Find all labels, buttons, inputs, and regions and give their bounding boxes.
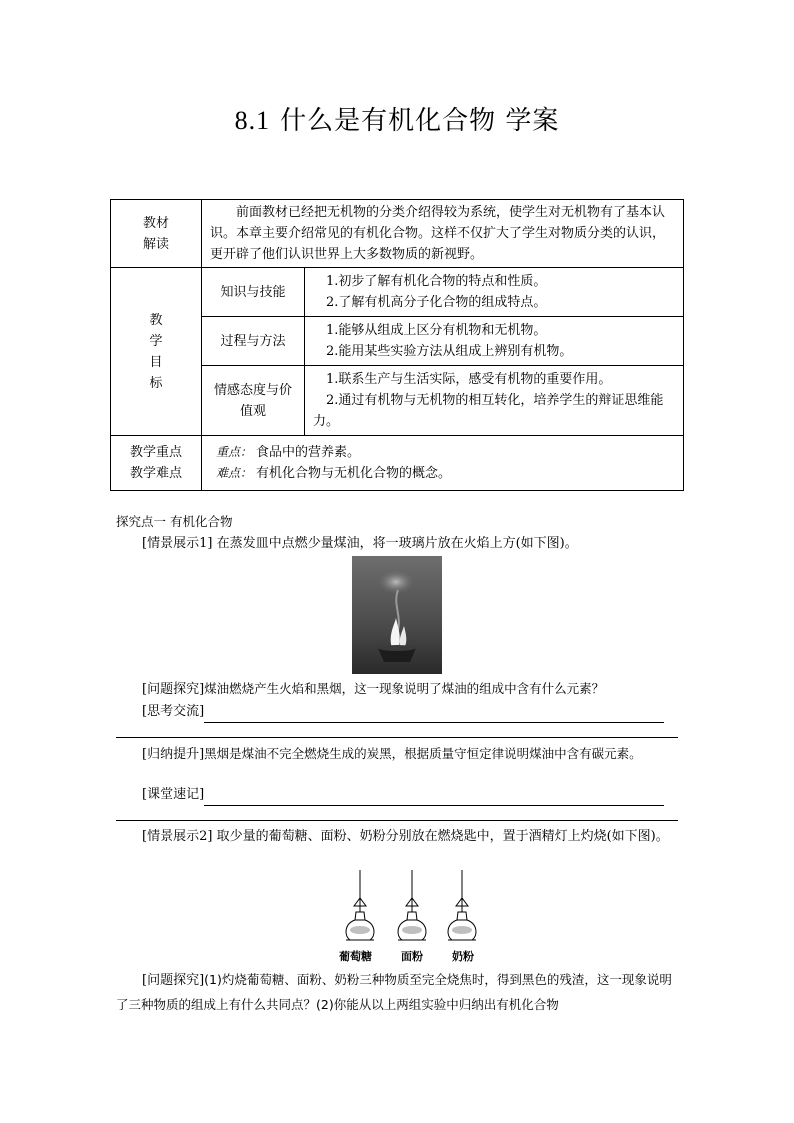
kerosene-burning-photo: [352, 556, 442, 674]
section-number: 8.1: [234, 106, 271, 135]
think-exchange-line: [116, 701, 678, 723]
textbook-label-cell: [111, 200, 202, 268]
difficulty-prefix: 难点：: [216, 466, 253, 480]
class-notes-line: [116, 784, 678, 806]
goal-item: 1.联系生产与生活实际，感受有机物的重要作用。: [326, 372, 612, 387]
goal-process-items: [305, 317, 684, 366]
question1-tag: [问题探究]: [142, 682, 205, 697]
goal-item: 2.能用某些实验方法从组成上辨别有机物。: [326, 344, 573, 359]
key-prefix: 重点：: [216, 445, 253, 459]
difficulty-text: 有机化合物与无机化合物的概念。: [256, 466, 452, 481]
section-heading: 探究点一 有机化合物: [116, 514, 233, 529]
lamp-label-glucose: 葡萄糖: [339, 950, 372, 963]
scene1-tag: [情景展示1]: [142, 536, 213, 551]
goal-emotion-label: [202, 366, 305, 436]
question2-tag: [问题探究]: [142, 973, 205, 988]
key-points-content: [202, 436, 684, 491]
textbook-label-2: 解读: [142, 236, 169, 252]
question2-paragraph: [116, 968, 678, 1018]
teaching-goals-label: [111, 268, 202, 436]
question1-text: 煤油燃烧产生火焰和黑烟，这一现象说明了煤油的组成中含有什么元素？: [204, 681, 605, 696]
summary-text: 黑烟是煤油不完全燃烧生成的炭黑，根据质量守恒定律说明煤油中含有碳元素。: [204, 746, 642, 761]
scene2-tag: [情景展示2]: [142, 829, 213, 844]
notes-blank[interactable]: [204, 791, 664, 806]
goal-char: 目: [149, 354, 163, 370]
title-text: 什么是有机化合物 学案: [280, 106, 560, 136]
goal-char: 学: [149, 333, 163, 349]
goal-item: 2.了解有机高分子化合物的组成特点。: [326, 295, 547, 310]
scene2-paragraph: [116, 826, 678, 848]
answer-blank-line[interactable]: [116, 737, 678, 738]
summary-tag: [归纳提升]: [142, 747, 205, 762]
lesson-info-table: [110, 199, 684, 491]
lamp-label-flour: 面粉: [401, 950, 423, 963]
key-points-label: [111, 436, 202, 491]
goal-char: 教: [149, 312, 163, 328]
goal-item: 1.初步了解有机化合物的特点和性质。: [326, 274, 547, 289]
question2-text: (1)灼烧葡萄糖、面粉、奶粉三种物质至完全烧焦时，得到黑色的残渣，这一现象说明了三种物质的组成上有什么共同点？(2)你能从以上两组实验中归纳出有机化合物: [116, 972, 672, 1012]
scene1-text: 在蒸发皿中点燃少量煤油，将一玻璃片放在火焰上方(如下图)。: [216, 536, 578, 551]
goal-char: 标: [149, 375, 163, 391]
textbook-reading-text: 前面教材已经把无机物的分类介绍得较为系统，使学生对无机物有了基本认识。本章主要介绍常见的有机化合物。这样不仅扩大了学生对物质分类的认识，更开辟了他们认识世界上大多数物质的新视野。: [202, 200, 684, 268]
goal-emotion-label-2: 值观: [239, 403, 266, 419]
textbook-label-1: 教材: [142, 215, 169, 231]
think-exchange-tag: [思考交流]: [142, 704, 205, 719]
difficulty-label: 教学难点: [129, 466, 182, 481]
scene2-text: 取少量的葡萄糖、面粉、奶粉分别放在燃烧匙中，置于酒精灯上灼烧(如下图)。: [216, 829, 669, 844]
alcohol-lamps-figure: [332, 868, 482, 948]
goal-item: 2.通过有机物与无机物的相互转化，培养学生的辩证思维能力。: [313, 393, 664, 429]
goal-emotion-items: [305, 366, 684, 436]
key-text: 食品中的营养素。: [256, 445, 361, 460]
key-label: 教学重点: [129, 445, 182, 460]
page-title: [0, 100, 794, 137]
answer-blank[interactable]: [204, 708, 664, 723]
summary-paragraph: [116, 743, 678, 766]
goal-knowledge-label: 知识与技能: [202, 268, 305, 317]
goal-knowledge-items: [305, 268, 684, 317]
goal-process-label: 过程与方法: [202, 317, 305, 366]
class-notes-tag: [课堂速记]: [142, 787, 205, 802]
lamp-label-milk-powder: 奶粉: [452, 950, 474, 963]
scene1-paragraph: [116, 533, 678, 555]
notes-blank-line[interactable]: [116, 820, 678, 821]
question1-paragraph: [116, 678, 678, 701]
goal-emotion-label-1: 情感态度与价: [213, 382, 292, 398]
goal-item: 1.能够从组成上区分有机物和无机物。: [326, 323, 547, 338]
